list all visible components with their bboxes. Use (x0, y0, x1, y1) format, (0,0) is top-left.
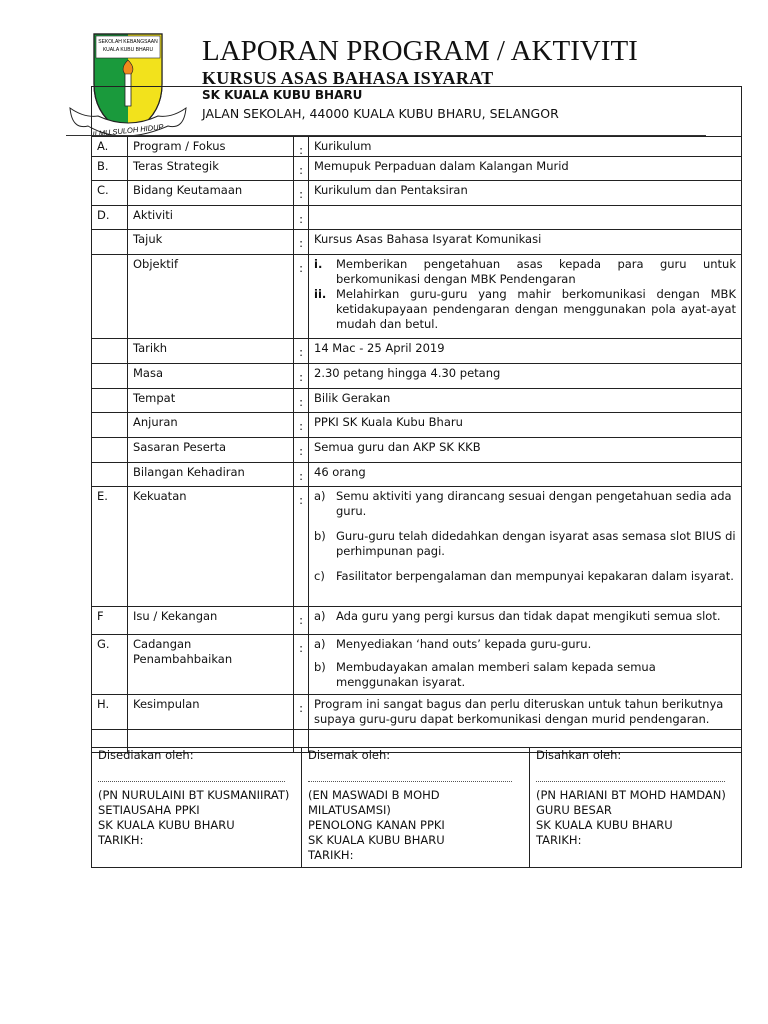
signatory-position: PENOLONG KANAN PPKI (308, 818, 445, 832)
signatory-name: (PN HARIANI BT MOHD HAMDAN) (536, 788, 726, 802)
strength-item (314, 489, 736, 519)
row-label: Aktiviti (128, 206, 294, 230)
row-label: Bilangan Kehadiran (128, 463, 294, 487)
row-label: Masa (128, 364, 294, 389)
row-label: Sasaran Peserta (128, 438, 294, 463)
row-label: Cadangan Penambahbaikan (128, 635, 294, 695)
colon: : (294, 389, 309, 413)
row-teras (92, 157, 742, 181)
row-value: PPKI SK Kuala Kubu Bharu (309, 413, 742, 438)
row-letter: H. (92, 695, 128, 730)
suggestion-item (314, 660, 736, 690)
colon: : (294, 230, 309, 255)
row-letter: E. (92, 487, 128, 607)
row-label: Anjuran (128, 413, 294, 438)
signatory-school: SK KUALA KUBU BHARU (308, 833, 445, 847)
row-letter: A. (92, 137, 128, 157)
row-value-list (309, 487, 742, 607)
colon: : (294, 607, 309, 635)
item-number: b) (314, 529, 326, 543)
item-number: a) (314, 637, 326, 651)
school-address: JALAN SEKOLAH, 44000 KUALA KUBU BHARU, SELANGOR (202, 106, 559, 121)
signatory-position: GURU BESAR (536, 803, 612, 817)
strength-item (314, 529, 736, 559)
signatory-date: TARIKH: (536, 833, 582, 847)
signature-block-checked (302, 748, 530, 868)
row-value: Kurikulum (309, 137, 742, 157)
colon: : (294, 157, 309, 181)
row-letter: G. (92, 635, 128, 695)
signatory-school: SK KUALA KUBU BHARU (536, 818, 673, 832)
row-objektif (92, 255, 742, 339)
row-label: Tarikh (128, 339, 294, 364)
row-value: Bilik Gerakan (309, 389, 742, 413)
item-text: Fasilitator berpengalaman dan mempunyai kepakaran dalam isyarat. (336, 569, 734, 583)
signatory-name: (PN NURULAINI BT KUSMANIIRAT) (98, 788, 290, 802)
item-number: c) (314, 569, 325, 583)
row-isu (92, 607, 742, 635)
row-label: Teras Strategik (128, 157, 294, 181)
row-cadangan (92, 635, 742, 695)
row-letter: B. (92, 157, 128, 181)
item-text: Membudayakan amalan memberi salam kepada semua menggunakan isyarat. (336, 660, 656, 689)
row-kehadiran (92, 463, 742, 487)
item-text: Ada guru yang pergi kursus dan tidak dapat mengikuti semua slot. (336, 609, 721, 623)
row-value-list (309, 255, 742, 339)
row-label: Bidang Keutamaan (128, 181, 294, 206)
signature-table (91, 747, 742, 868)
colon: : (294, 487, 309, 607)
row-value-list (309, 607, 742, 635)
row-kekuatan (92, 487, 742, 607)
row-letter: D. (92, 206, 128, 230)
report-table (91, 86, 742, 753)
colon: : (294, 438, 309, 463)
row-sasaran (92, 438, 742, 463)
colon: : (294, 463, 309, 487)
row-label: Tajuk (128, 230, 294, 255)
crest-motto: ILMU SULOH HIDUP (92, 122, 164, 139)
signature-block-prepared (92, 748, 302, 868)
row-label: Program / Fokus (128, 137, 294, 157)
crest-text-line2: KUALA KUBU BHARU (102, 47, 154, 53)
colon: : (294, 255, 309, 339)
signatory-position: SETIAUSAHA PPKI (98, 803, 200, 817)
signature-line (98, 781, 285, 782)
signatory-name: (EN MASWADI B MOHD MILATUSAMSI) (308, 788, 440, 817)
item-text: Semu aktiviti yang dirancang sesuai dengan pengetahuan sedia ada guru. (336, 489, 732, 518)
crest-text-line1: SEKOLAH KEBANGSAAN (98, 39, 158, 45)
row-tempat (92, 389, 742, 413)
signature-line (308, 781, 512, 782)
page-subtitle: KURSUS ASAS BAHASA ISYARAT (202, 68, 494, 88)
item-text: Melahirkan guru-guru yang mahir berkomunikasi dengan MBK ketidakupayaan pendengaran dengan menggunakan pola ayat-ayat mudah dan betul. (336, 287, 736, 331)
signature-line (536, 781, 725, 782)
signature-label: Disediakan oleh: (98, 748, 194, 762)
issue-item (314, 609, 736, 624)
signatory-school: SK KUALA KUBU BHARU (98, 818, 235, 832)
item-number: b) (314, 660, 326, 674)
row-value: 46 orang (309, 463, 742, 487)
row-label: Objektif (128, 255, 294, 339)
colon: : (294, 206, 309, 230)
signature-label: Disemak oleh: (308, 748, 391, 762)
item-text: Memberikan pengetahuan asas kepada para guru untuk berkomunikasi dengan MBK Pendengaran (336, 257, 736, 286)
school-name: SK KUALA KUBU BHARU (202, 88, 363, 102)
item-text: Menyediakan ‘hand outs’ kepada guru-guru. (336, 637, 592, 651)
row-value: Semua guru dan AKP SK KKB (309, 438, 742, 463)
item-number: a) (314, 609, 326, 623)
row-tarikh (92, 339, 742, 364)
colon: : (294, 413, 309, 438)
row-kesimpulan (92, 695, 742, 730)
item-number: a) (314, 489, 326, 503)
row-masa (92, 364, 742, 389)
row-label: Kekuatan (128, 487, 294, 607)
row-value: 14 Mac - 25 April 2019 (309, 339, 742, 364)
row-bidang (92, 181, 742, 206)
colon: : (294, 695, 309, 730)
row-value: Program ini sangat bagus dan perlu diteruskan untuk tahun berikutnya supaya guru-guru dapat berkomunikasi dengan murid pendengaran. (309, 695, 742, 730)
item-number: ii. (314, 287, 327, 301)
suggestion-item (314, 637, 736, 652)
row-label: Isu / Kekangan (128, 607, 294, 635)
row-value (309, 206, 742, 230)
row-program (92, 137, 742, 157)
row-label: Kesimpulan (128, 695, 294, 730)
colon: : (294, 181, 309, 206)
signature-label: Disahkan oleh: (536, 748, 622, 762)
objective-item (314, 287, 736, 332)
item-text: Guru-guru telah didedahkan dengan isyarat asas semasa slot BIUS di perhimpunan pagi. (336, 529, 736, 558)
signature-block-approved (530, 748, 742, 868)
objective-item (314, 257, 736, 287)
row-letter: F (92, 607, 128, 635)
row-anjuran (92, 413, 742, 438)
signatory-date: TARIKH: (308, 848, 354, 862)
row-value: Kursus Asas Bahasa Isyarat Komunikasi (309, 230, 742, 255)
row-letter: C. (92, 181, 128, 206)
strength-item (314, 569, 736, 584)
colon: : (294, 339, 309, 364)
row-value: Memupuk Perpaduan dalam Kalangan Murid (309, 157, 742, 181)
colon: : (294, 364, 309, 389)
item-number: i. (314, 257, 323, 271)
row-value-list (309, 635, 742, 695)
colon: : (294, 137, 309, 157)
row-value: 2.30 petang hingga 4.30 petang (309, 364, 742, 389)
page-title: LAPORAN PROGRAM / AKTIVITI (202, 35, 638, 67)
colon: : (294, 635, 309, 695)
signatory-date: TARIKH: (98, 833, 144, 847)
row-tajuk (92, 230, 742, 255)
row-label: Tempat (128, 389, 294, 413)
row-value: Kurikulum dan Pentaksiran (309, 181, 742, 206)
row-aktiviti (92, 206, 742, 230)
